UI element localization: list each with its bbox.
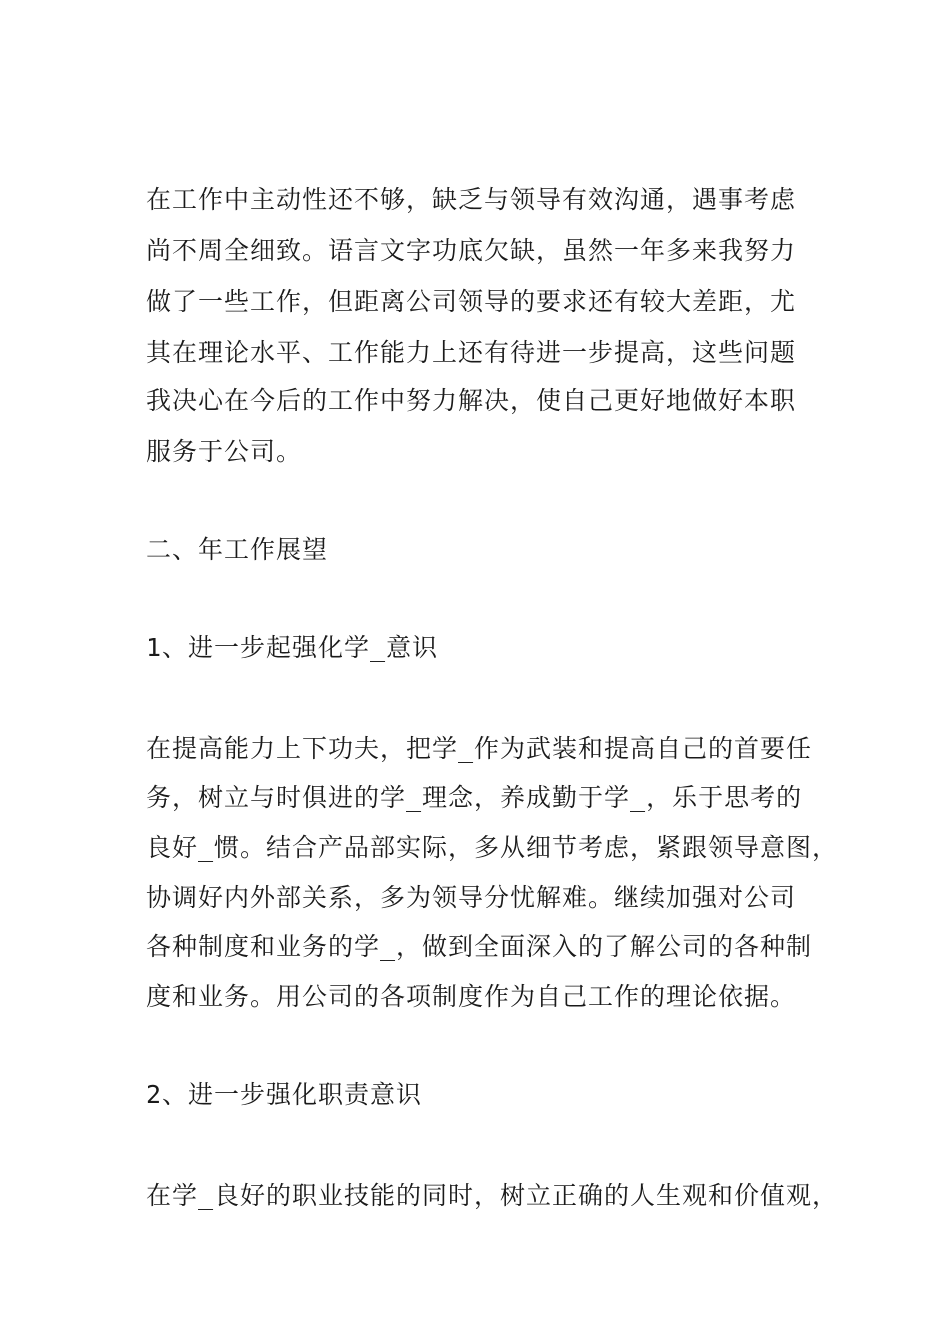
paragraph-1-line-6: 服务于公司。 (146, 437, 303, 466)
paragraph-2-line-3: 良好_惯。结合产品部实际，多从细节考虑，紧跟领导意图， (146, 833, 839, 862)
paragraph-1-line-5: 我决心在今后的工作中努力解决，使自己更好地做好本职 (146, 386, 797, 415)
paragraph-3-line-1: 在学_良好的职业技能的同时，树立正确的人生观和价值观， (146, 1181, 839, 1210)
paragraph-1-line-2: 尚不周全细致。语言文字功底欠缺，虽然一年多来我努力 (146, 236, 797, 265)
paragraph-2-line-5: 各种制度和业务的学_，做到全面深入的了解公司的各种制 (146, 932, 813, 961)
section-heading: 二、年工作展望 (146, 535, 329, 564)
paragraph-2-line-4: 协调好内外部关系，多为领导分忧解难。继续加强对公司 (146, 883, 797, 912)
subheading-2: 2、进一步强化职责意识 (146, 1080, 423, 1109)
paragraph-2-line-2: 务，树立与时俱进的学_理念，养成勤于学_，乐于思考的 (146, 783, 803, 812)
paragraph-1-line-1: 在工作中主动性还不够，缺乏与领导有效沟通，遇事考虑 (146, 185, 797, 214)
paragraph-1-line-4: 其在理论水平、工作能力上还有待进一步提高，这些问题 (146, 338, 797, 367)
paragraph-2-line-1: 在提高能力上下功夫，把学_作为武装和提高自己的首要任 (146, 734, 813, 763)
paragraph-2-line-6: 度和业务。用公司的各项制度作为自己工作的理论依据。 (146, 982, 797, 1011)
paragraph-1-line-3: 做了一些工作，但距离公司领导的要求还有较大差距，尤 (146, 287, 797, 316)
subheading-1: 1、进一步起强化学_意识 (146, 633, 439, 662)
